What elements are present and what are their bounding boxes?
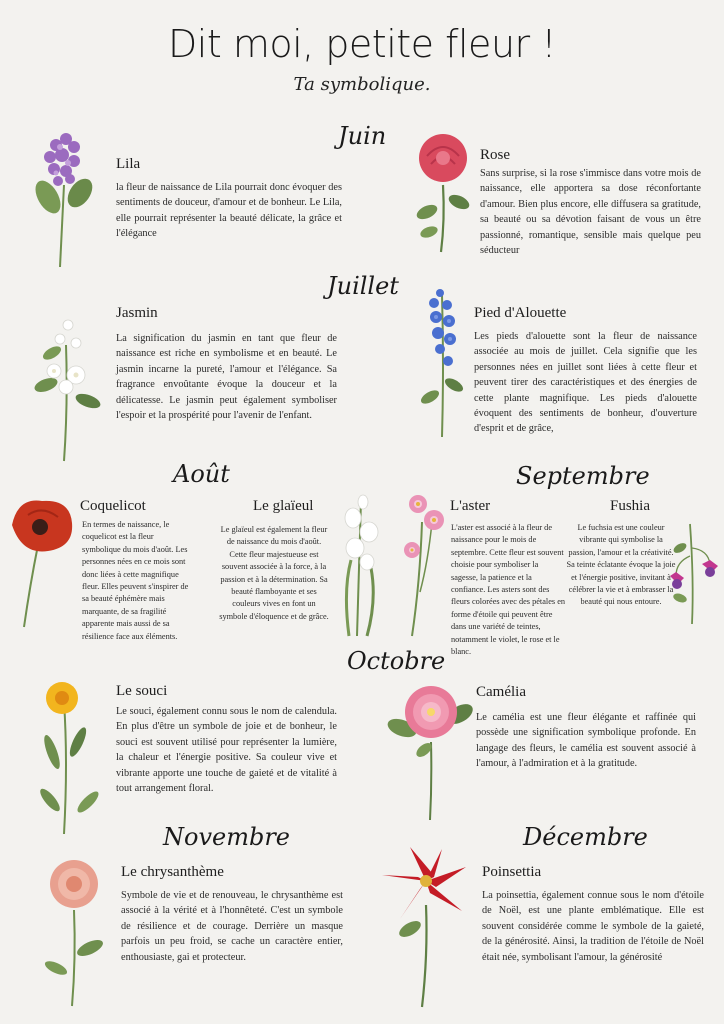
chrysanthemum-illustration xyxy=(42,858,108,1008)
month-juillet: Juillet xyxy=(327,272,399,300)
flower-text-fushia: Le fuchsia est une couleur vibrante qui symbolise la passion, l'amour et la créativité. Sa teinte éclatante évoque la joie et l'énergie positive, invitant à célébrer la vie et à embrasser la beauté qui nous entoure. xyxy=(566,523,676,607)
month-decembre: Décembre xyxy=(523,823,648,851)
month-septembre: Septembre xyxy=(516,462,650,490)
flower-text-jasmin: La signification du jasmin en tant que fleur de naissance est riche en symbolisme et en beauté. Le jasmin incarne la pureté, l'amour et l'élégance. Sa fragrance envoûtante évoque la douceur et la délicatesse. Le jasmin peut également symboliser l'espoir et la prospérité pour l'avenir de l'enfant. xyxy=(116,333,337,422)
flower-text-souci: Le souci, également connu sous le nom de calendula. En plus d'être un symbole de joie et de bonheur, le souci est souvent utilisé pour représenter la lumière, la chaleur et l'énergie positive. Sa couleur vive et vibrante apporte une touche de gaieté et de vitalité à tout arrangement floral. xyxy=(116,706,337,795)
flower-text-poinsettia: La poinsettia, également connue sous le nom d'étoile de Noël, est une plante emblématique. Elle est souvent considérée comme le symbole de la gaieté, de la générosité. Ainsi, la tradition de l'étoile de Noël était née, symbolisant l'amour, la générosité xyxy=(482,890,704,963)
gladiolus-illustration xyxy=(333,490,385,638)
flower-name-pied-alouette: Pied d'Alouette xyxy=(474,305,567,321)
month-aout: Août xyxy=(173,460,230,488)
jasmine-illustration xyxy=(30,315,105,463)
flower-name-poinsettia: Poinsettia xyxy=(482,864,542,880)
flower-text-aster: L'aster est associé à la fleur de naissance pour le mois de septembre. Cette fleur est souvent choisie pour symboliser la sagesse, la patience et la confiance. Les asters sont des fleurs colorées avec des pétales en forme d'étoile qui peuvent être dans une variété de teintes, notamment le violet, le rose et le blanc. xyxy=(451,523,566,657)
flower-name-aster: L'aster xyxy=(450,498,491,514)
flower-name-camelia: Camélia xyxy=(476,684,526,700)
flower-text-coquelicot: En termes de naissance, le coquelicot est la fleur symbolique du mois d'août. Les personnes nées en ce mois sont donc liées à cette magnifique fleur. Elles peuvent s'inspirer de sa beauté éphémère mais marquante, de sa fragilité apparente mais aussi de sa résilience face aux éléments. xyxy=(82,520,189,641)
flower-text-camelia: Le camélia est une fleur élégante et raffinée qui possède une signification symbolique profonde. En langage des fleurs, le camélia est souvent associé à l'amour, à l'admiration et à la gratitude. xyxy=(476,712,696,770)
flower-name-rose: Rose xyxy=(480,147,510,163)
fuchsia-illustration xyxy=(668,520,722,628)
flower-name-jasmin: Jasmin xyxy=(116,305,158,321)
flower-name-fushia: Fushia xyxy=(610,498,651,514)
flower-name-souci: Le souci xyxy=(116,683,168,699)
flower-text-glaieul: Le glaïeul est également la fleur de naissance du mois d'août. Cette fleur majestueuse est souvent associée à la force, à la passion et à la détermination. Sa beauté flamboyante et ses couleurs vives en font un symbole d'éloquence et de grâce. xyxy=(219,525,329,621)
month-novembre: Novembre xyxy=(163,823,291,851)
lilac-illustration xyxy=(28,125,100,270)
poppy-illustration xyxy=(8,495,76,630)
flower-name-glaieul: Le glaïeul xyxy=(253,498,314,514)
page-title: Dit moi, petite fleur ! xyxy=(168,22,556,66)
flower-text-lila: la fleur de naissance de Lila pourrait donc évoquer des sentiments de douceur, d'amour et de bonheur. Le Lila, elle pourrait représenter la beauté délicate, la grâce et l'élégance xyxy=(116,182,342,240)
month-juin: Juin xyxy=(338,122,387,150)
marigold-illustration xyxy=(38,682,104,837)
page-subtitle: Ta symbolique. xyxy=(293,74,431,95)
rose-illustration xyxy=(405,130,477,255)
camellia-illustration xyxy=(388,682,474,822)
aster-illustration xyxy=(398,492,448,638)
flower-text-rose: Sans surprise, si la rose s'immisce dans votre mois de naissance, elle apportera sa dose réconfortante d'amour. Bien plus encore, elle diffusera sa gratitude, sa beauté ou sa dévotion faisant de vous un être passionné, romantique, sensible mais quelque peu séducteur xyxy=(480,168,701,257)
flower-text-chrysantheme: Symbole de vie et de renouveau, le chrysanthème est associé à la vérité et à l'honnêteté. C'est un symbole de résilience et de courage. Derrière un masque parfois un peu froid, se cache un caractère entier, enthousiaste, gai et protecteur. xyxy=(121,890,343,963)
month-octobre: Octobre xyxy=(347,647,446,675)
flower-text-pied-alouette: Les pieds d'alouette sont la fleur de naissance associée au mois de juillet. Cela signifie que les personnes nées en juillet sont liées à cette fleur et peuvent tirer des caractéristiques et des énergies de cette plante magnifique. Les pieds d'alouette évoquent des sentiments de bonheur, d'ouverture d'esprit et de grâce, xyxy=(474,331,697,435)
flower-name-chrysantheme: Le chrysanthème xyxy=(121,864,224,880)
flower-name-coquelicot: Coquelicot xyxy=(80,498,146,514)
poinsettia-illustration xyxy=(380,845,472,1010)
flower-name-lila: Lila xyxy=(116,156,141,172)
delphinium-illustration xyxy=(420,285,465,440)
